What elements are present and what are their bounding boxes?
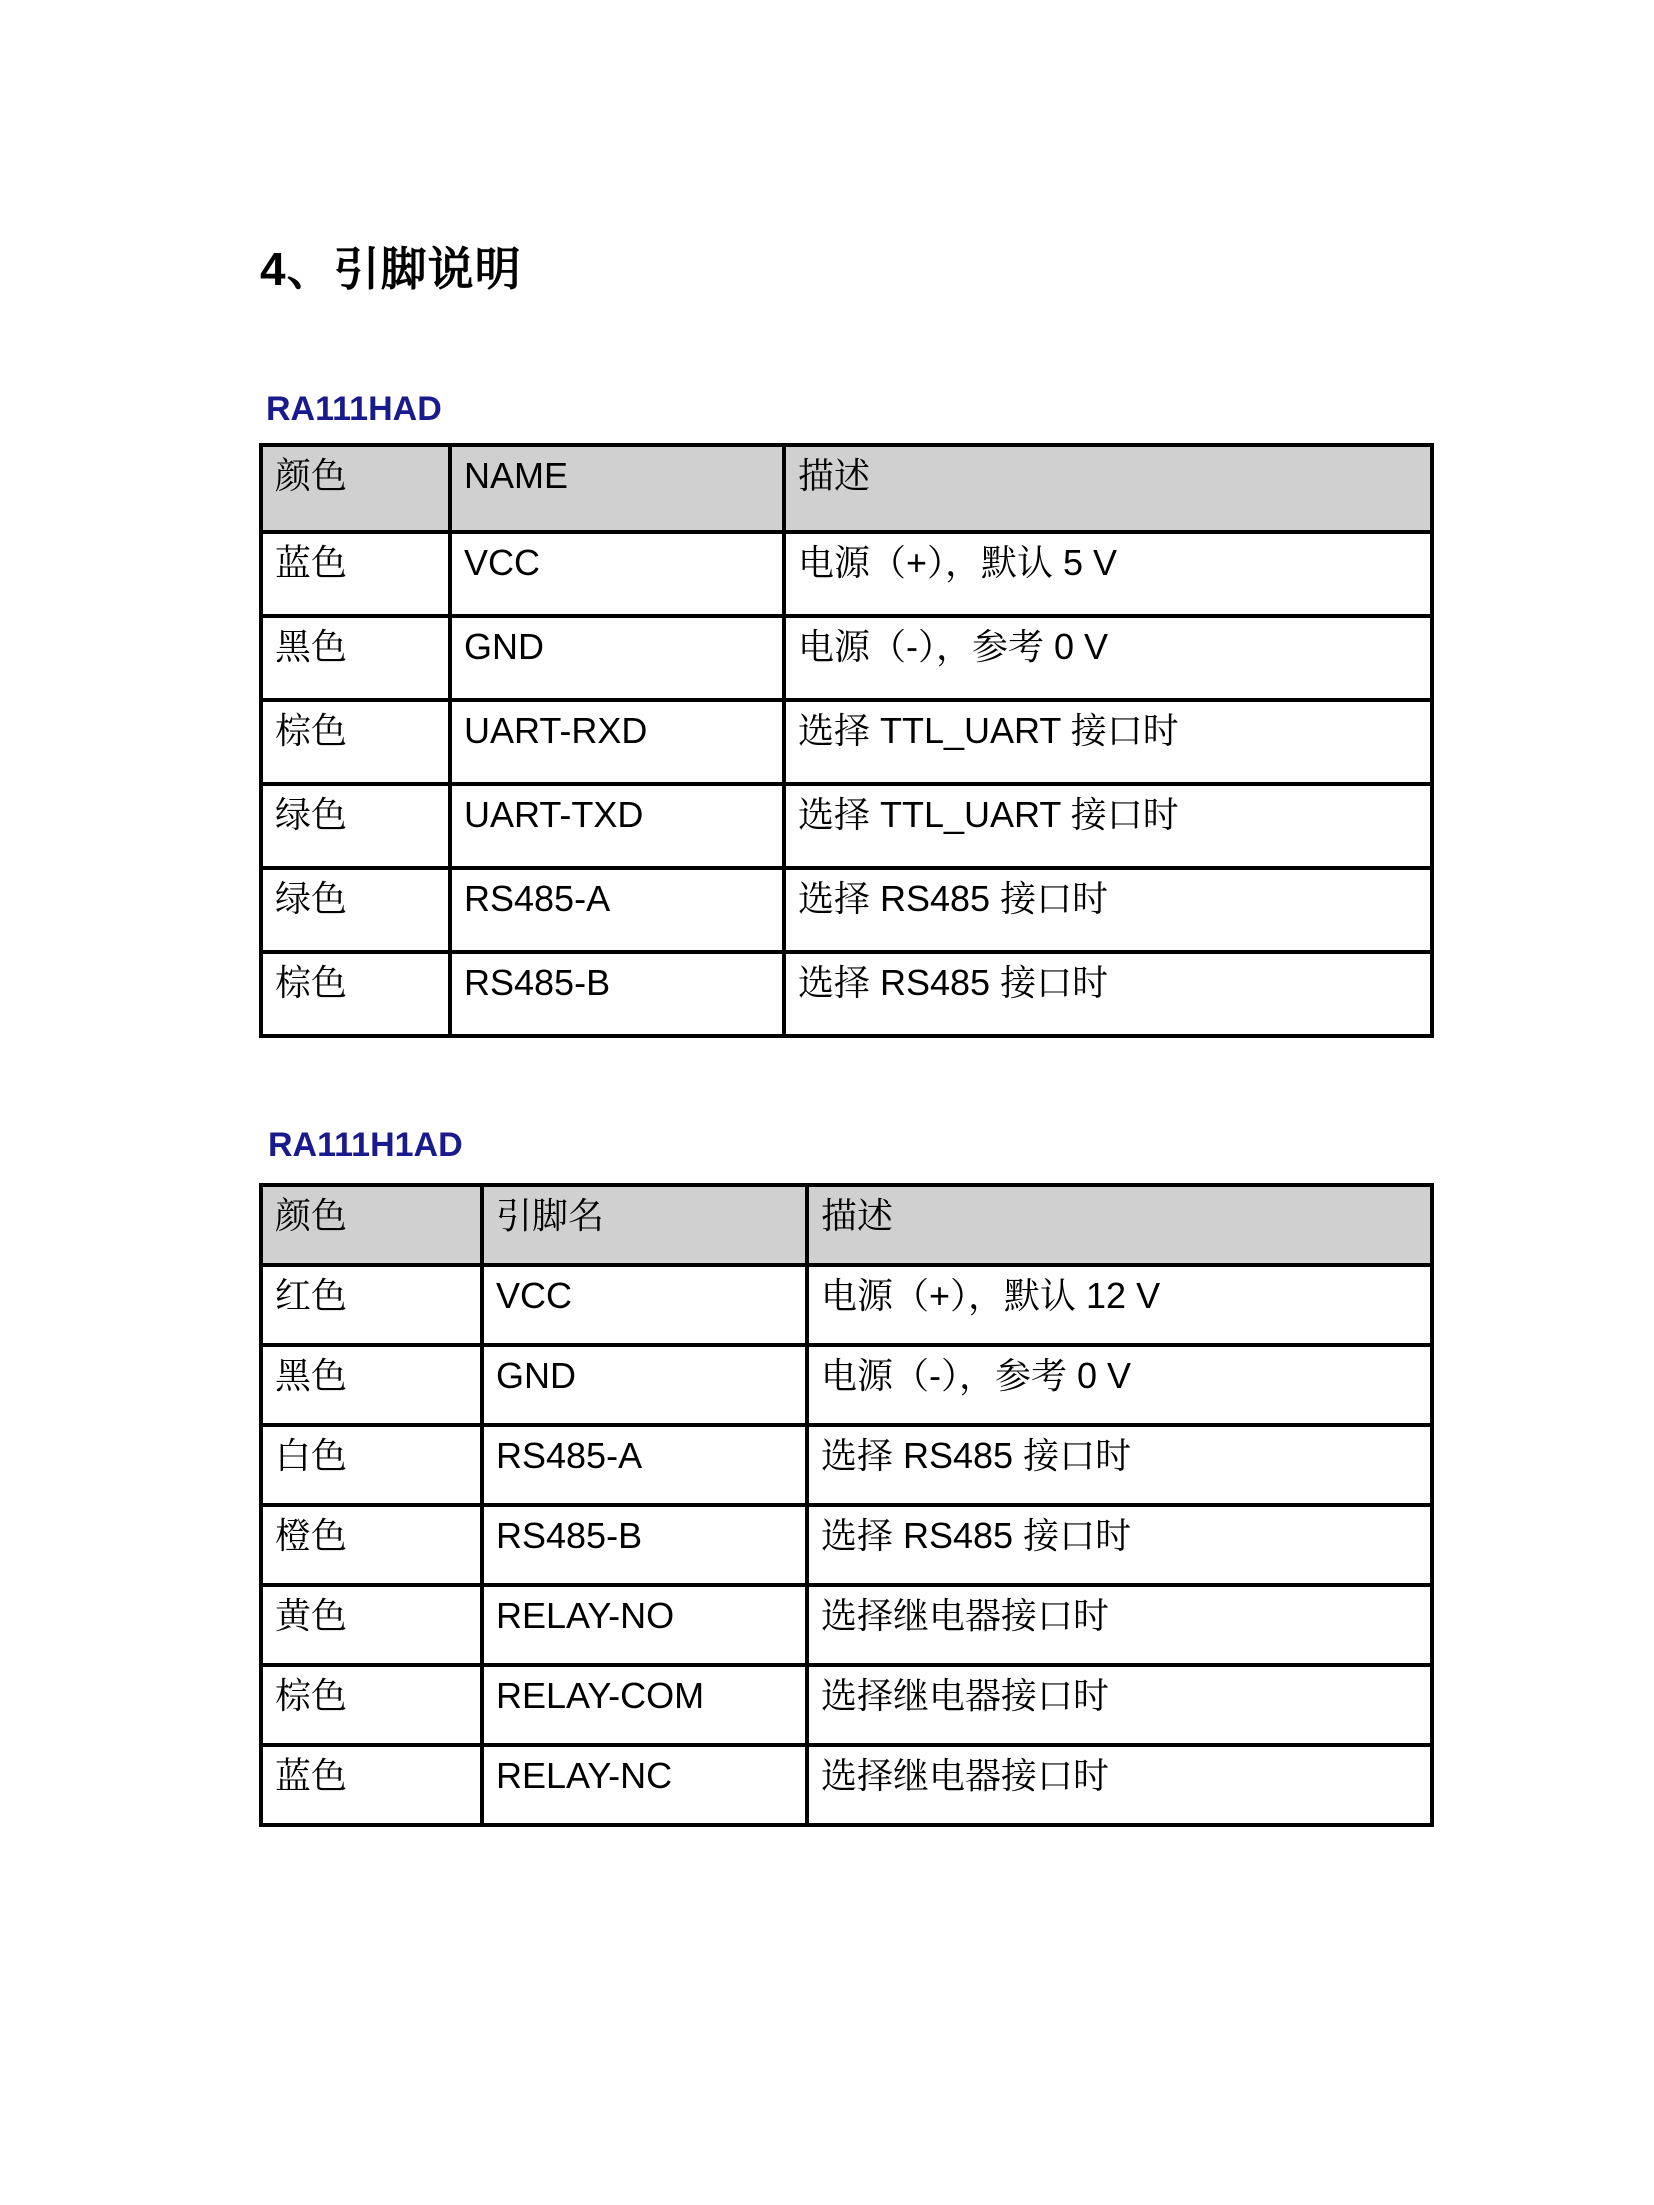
cell-color: 棕色 [261, 700, 450, 784]
cell-description: 选择继电器接口时 [807, 1585, 1432, 1665]
column-header-name: NAME [450, 445, 784, 532]
cell-pin-name: RELAY-NO [482, 1585, 807, 1665]
cell-pin-name: RS485-B [450, 952, 784, 1036]
table-row [261, 1585, 1432, 1665]
table-row [261, 1345, 1432, 1425]
table-row [261, 868, 1432, 952]
cell-color: 黑色 [261, 616, 450, 700]
pin-table-ra111h1ad [259, 1183, 1434, 1827]
pin-table-ra111had [259, 443, 1434, 1038]
cell-pin-name: GND [450, 616, 784, 700]
table-row [261, 784, 1432, 868]
cell-color: 蓝色 [261, 532, 450, 616]
section-heading-ra111had: RA111HAD [266, 390, 442, 428]
cell-color: 棕色 [261, 1665, 482, 1745]
table-header-row [261, 1185, 1432, 1265]
table-row [261, 700, 1432, 784]
cell-description: 选择 RS485 接口时 [807, 1425, 1432, 1505]
cell-color: 红色 [261, 1265, 482, 1345]
table-row [261, 1425, 1432, 1505]
cell-pin-name: RS485-A [482, 1425, 807, 1505]
table-row [261, 1265, 1432, 1345]
cell-description: 选择 RS485 接口时 [807, 1505, 1432, 1585]
cell-description: 电源（-），参考 0 V [807, 1345, 1432, 1425]
cell-description: 选择 RS485 接口时 [784, 868, 1432, 952]
cell-pin-name: RS485-B [482, 1505, 807, 1585]
page-title: 4、引脚说明 [260, 243, 522, 295]
cell-pin-name: RS485-A [450, 868, 784, 952]
cell-color: 绿色 [261, 868, 450, 952]
cell-pin-name: UART-TXD [450, 784, 784, 868]
cell-color: 白色 [261, 1425, 482, 1505]
column-header-color: 颜色 [261, 1185, 482, 1265]
cell-pin-name: RELAY-COM [482, 1665, 807, 1745]
cell-description: 选择继电器接口时 [807, 1665, 1432, 1745]
cell-color: 橙色 [261, 1505, 482, 1585]
column-header-description: 描述 [807, 1185, 1432, 1265]
table-header-row [261, 445, 1432, 532]
table-row [261, 616, 1432, 700]
section-heading-ra111h1ad: RA111H1AD [268, 1126, 463, 1164]
cell-color: 黄色 [261, 1585, 482, 1665]
table-row [261, 1745, 1432, 1825]
table-row [261, 532, 1432, 616]
cell-description: 选择 TTL_UART 接口时 [784, 784, 1432, 868]
cell-pin-name: VCC [482, 1265, 807, 1345]
cell-color: 黑色 [261, 1345, 482, 1425]
cell-description: 选择 TTL_UART 接口时 [784, 700, 1432, 784]
table-row [261, 1505, 1432, 1585]
cell-pin-name: UART-RXD [450, 700, 784, 784]
cell-pin-name: RELAY-NC [482, 1745, 807, 1825]
column-header-color: 颜色 [261, 445, 450, 532]
cell-description: 电源（+），默认 5 V [784, 532, 1432, 616]
cell-description: 选择继电器接口时 [807, 1745, 1432, 1825]
table-row [261, 1665, 1432, 1745]
cell-color: 蓝色 [261, 1745, 482, 1825]
cell-pin-name: VCC [450, 532, 784, 616]
cell-color: 绿色 [261, 784, 450, 868]
column-header-description: 描述 [784, 445, 1432, 532]
cell-color: 棕色 [261, 952, 450, 1036]
column-header-pin-name: 引脚名 [482, 1185, 807, 1265]
cell-description: 电源（+），默认 12 V [807, 1265, 1432, 1345]
cell-pin-name: GND [482, 1345, 807, 1425]
table-row [261, 952, 1432, 1036]
cell-description: 选择 RS485 接口时 [784, 952, 1432, 1036]
cell-description: 电源（-），参考 0 V [784, 616, 1432, 700]
